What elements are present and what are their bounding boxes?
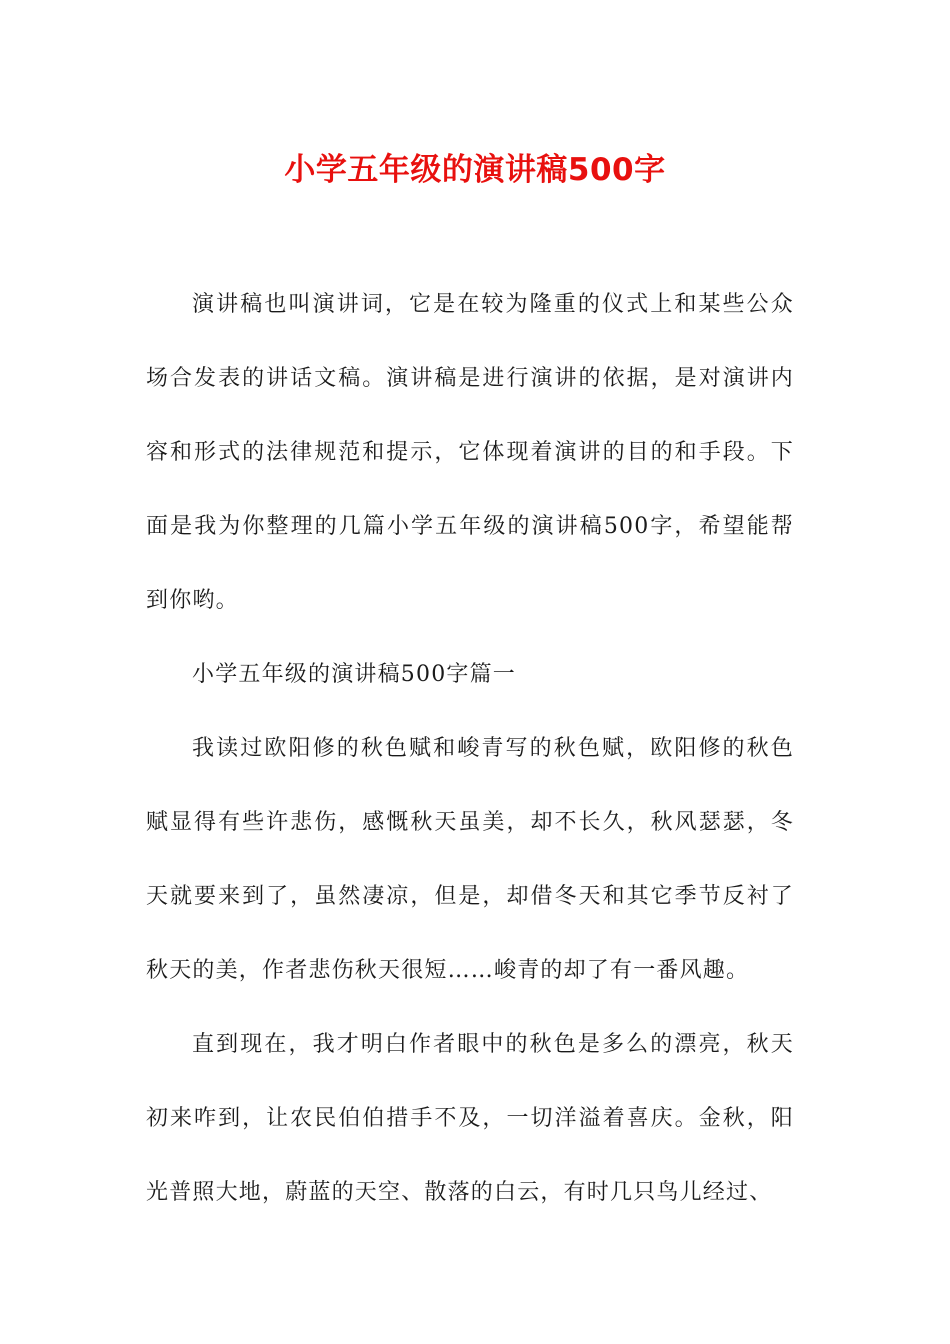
section-heading: 小学五年级的演讲稿500字篇一 xyxy=(192,662,516,687)
body-paragraph: 我读过欧阳修的秋色赋和峻青写的秋色赋，欧阳修的秋色赋显得有些许悲伤，感慨秋天虽美，却不长久，秋风瑟瑟，冬天就要来到了，虽然凄凉，但是，却借冬天和其它季节反衬了秋天的美，作者悲伤秋天很短……峻青的却了有一番风趣。 xyxy=(146,736,794,983)
body-paragraph: 直到现在，我才明白作者眼中的秋色是多么的漂亮，秋天初来咋到，让农民伯伯措手不及，一切洋溢着喜庆。金秋，阳光普照大地，蔚蓝的天空、散落的白云，有时几只鸟儿经过、 xyxy=(146,1032,794,1205)
document-body xyxy=(146,268,794,1230)
intro-paragraph: 演讲稿也叫演讲词，它是在较为隆重的仪式上和某些公众场合发表的讲话文稿。演讲稿是进行演讲的依据，是对演讲内容和形式的法律规范和提示，它体现着演讲的目的和手段。下面是我为你整理的几篇小学五年级的演讲稿500字，希望能帮到你哟。 xyxy=(146,292,794,613)
document-title: 小学五年级的演讲稿500字 xyxy=(284,152,666,188)
